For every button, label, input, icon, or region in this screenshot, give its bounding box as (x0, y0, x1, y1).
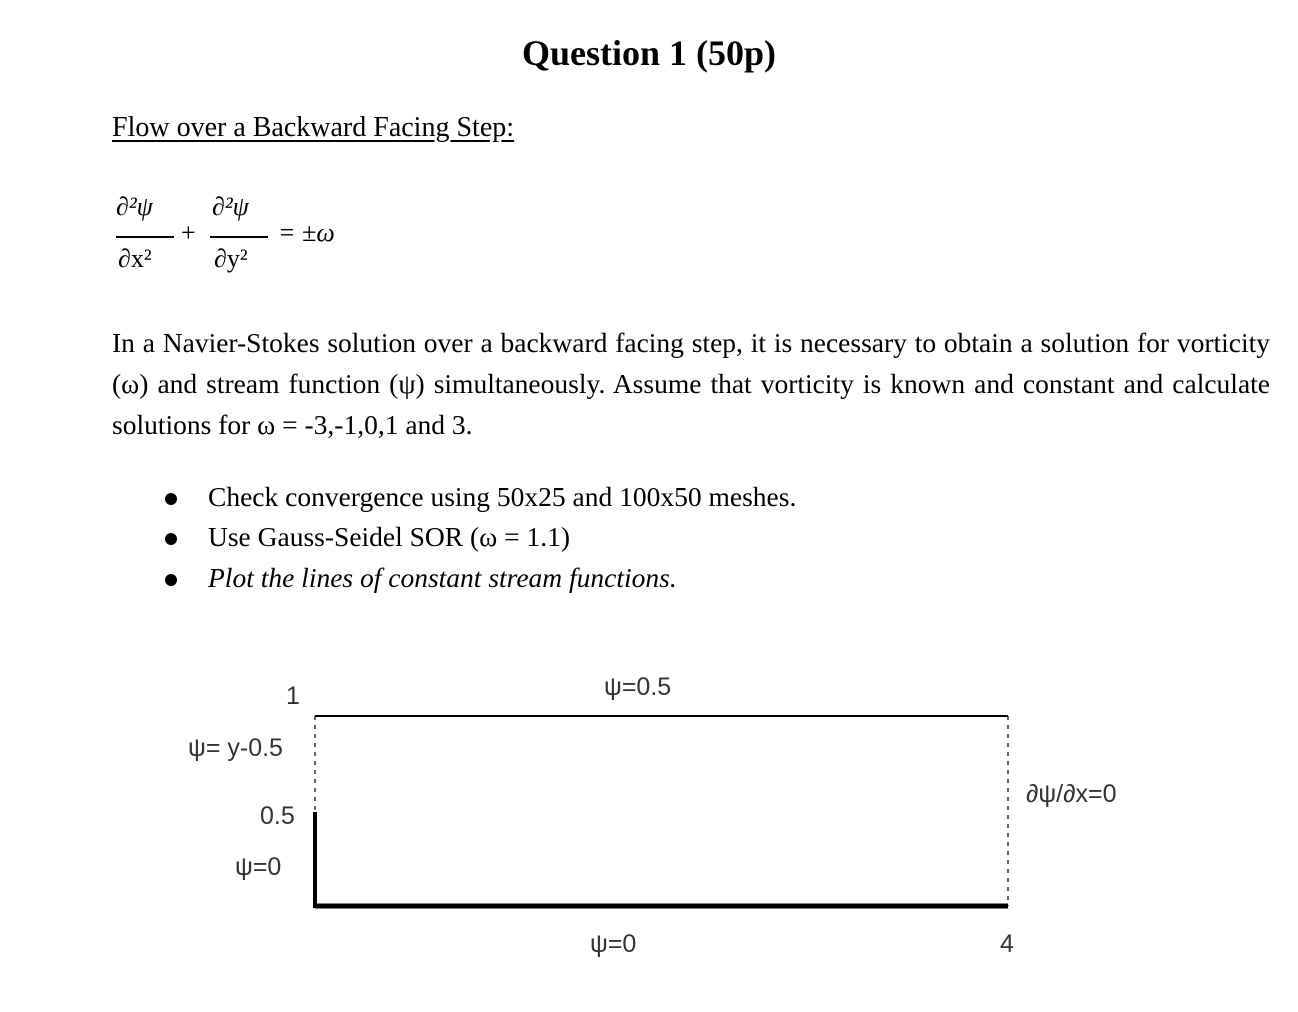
bullet-text: Check convergence using 50x25 and 100x50 meshes. (208, 481, 797, 512)
section-subtitle: Flow over a Backward Facing Step: (112, 112, 515, 143)
bullet-text: Use Gauss-Seidel SOR (ω = 1.1) (208, 521, 571, 552)
step-bc-label: ψ=0 (235, 853, 282, 881)
outlet-bc-label: ∂ψ/∂x=0 (1026, 780, 1117, 808)
equation-denominator-2: ∂y² (214, 244, 248, 273)
y-top-label: 1 (286, 682, 300, 710)
equation-plus: + (181, 218, 196, 247)
inlet-bc-label: ψ= y-0.5 (188, 734, 283, 762)
equation-denominator-1: ∂x² (118, 244, 152, 273)
top-bc-label: ψ=0.5 (604, 673, 672, 701)
equation-rhs: = ±ω (278, 218, 335, 247)
problem-paragraph: In a Navier-Stokes solution over a backward facing step, it is necessary to obtain a solution for vorticity (ω) and stream function (ψ) simultaneously. Assume that vorticity is known and constant and calculate solutions for ω = -3,-1,0,1 and 3. (112, 327, 1270, 440)
equation-numerator-1: ∂²ψ (116, 192, 153, 221)
page-title: Question 1 (50p) (521, 33, 777, 73)
equation-numerator-2: ∂²ψ (212, 192, 249, 221)
bullet-text: Plot the lines of constant stream functions. (208, 562, 677, 593)
length-label: 4 (1000, 930, 1014, 958)
step-height-label: 0.5 (260, 802, 295, 830)
bottom-bc-label: ψ=0 (590, 930, 637, 958)
